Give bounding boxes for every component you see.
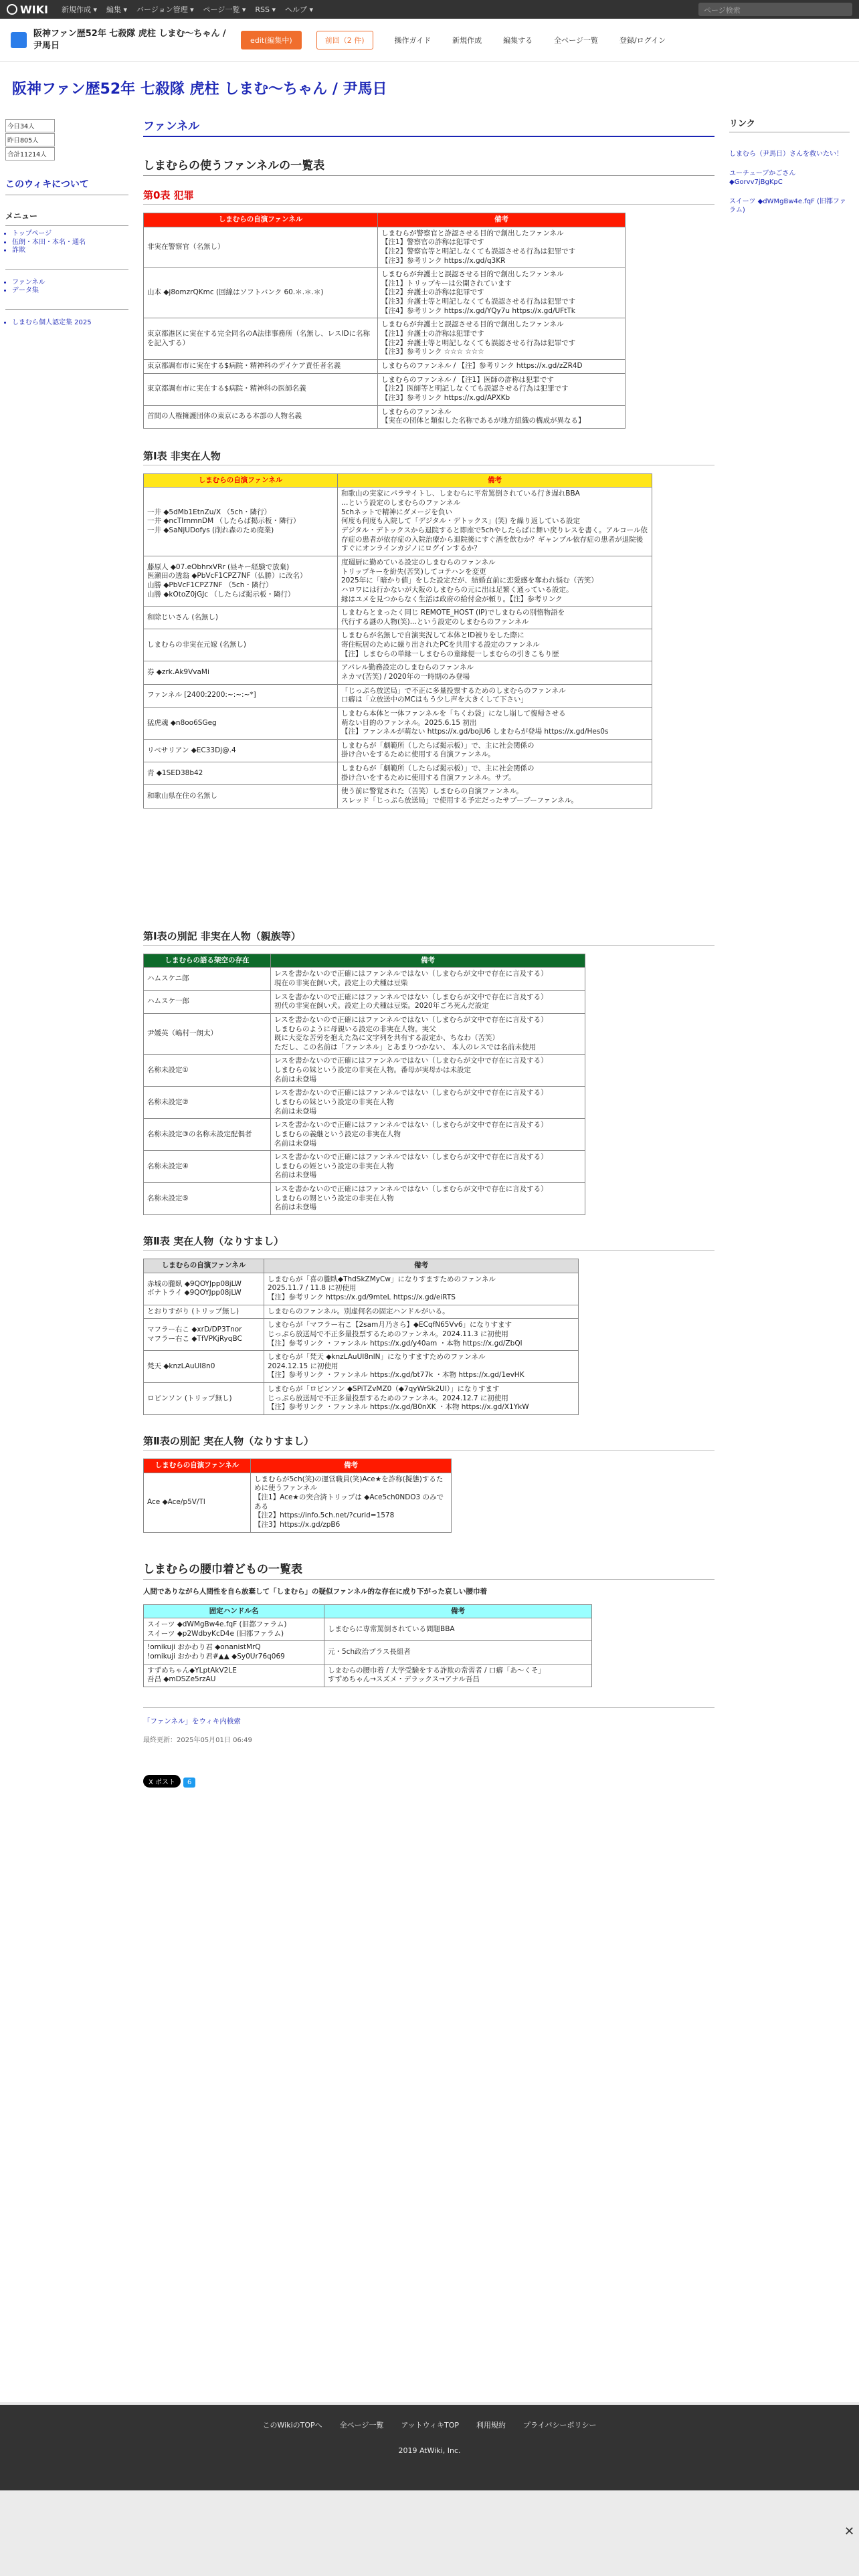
table-row	[144, 1273, 579, 1305]
table-cell: 赤城の朧臥 ◆9QOYJpp08jLW ボナトライ ◆9QOYJpp08jLW	[144, 1273, 264, 1305]
table-cell: 名称未設定②	[144, 1087, 271, 1119]
edit-button[interactable]: edit(編集中)	[241, 31, 302, 49]
last-updated: 最終更新：2025年05月01日 06:49	[143, 1736, 252, 1744]
table-row	[144, 1473, 452, 1532]
table-cell: ファンネル [2400:2200:~:~:~*]	[144, 684, 338, 707]
table-cell: マフラー右こ ◆xrD/DP3Tnor マフラー右こ ◆TfVPKjRyqBC	[144, 1319, 264, 1351]
table-row	[144, 1641, 592, 1664]
table-cell: レスを書かないので正確にはファンネルではない（しまむらが文中で存在に言及する） 現在の非実在飼い犬。設定上の犬種は豆柴	[271, 968, 585, 990]
table-cell: しまむらのファンネル。別虚何名の固定ハンドルがいる。	[264, 1305, 579, 1319]
column-header: しまむらの語る架空の存在	[144, 954, 271, 968]
column-header: しまむらの自演ファンネル	[144, 213, 378, 227]
table1-heading: 第Ⅰ表 非実在人物	[143, 449, 714, 465]
table-row	[144, 1319, 579, 1351]
kin-note: 人間でありながら人間性を自ら放棄して「しまむら」の疑似ファンネル的な存在に成り下がった哀しい腰巾着	[143, 1587, 487, 1596]
table-header-row	[144, 213, 626, 227]
column-header: 備考	[251, 1459, 452, 1473]
menu-heading: メニュー	[5, 195, 128, 226]
table-row	[144, 707, 652, 739]
nav-new[interactable]: 新規作成 ▾	[61, 5, 97, 14]
table-cell: 山本 ◆j8omzrQKmc (回線はソフトバンク 60.＊.＊.＊)	[144, 268, 378, 318]
column-header: 備考	[264, 1259, 579, 1273]
footer-link[interactable]: 全ページ一覧	[339, 2421, 384, 2430]
table-row	[144, 739, 652, 762]
table-cell: Ace ◆Ace/p5V/Tl	[144, 1473, 251, 1532]
column-header: 固定ハンドル名	[144, 1604, 324, 1618]
table-row	[144, 968, 585, 990]
right-link[interactable]: ユーチューブかごさん ◆Gorvv7jBgKpC	[729, 170, 796, 186]
table-row	[144, 785, 652, 808]
table-cell: 名称未設定①	[144, 1055, 271, 1087]
table-row	[144, 227, 626, 268]
kin-heading: しまむらの腰巾着どもの一覧表	[143, 1560, 714, 1580]
menu-list-3	[5, 309, 128, 328]
section-heading: ファンネル	[143, 116, 714, 137]
table-cell: しまむらのファンネル / 【注1】医師の詐称は犯罪です 【注2】医師等と明記しなくても誤認させる行為は犯罪です 【注3】参考リンク https://x.gd/APXKb	[378, 373, 626, 405]
table-cell: しまむらが「劇範所（したらば掲示板）」で、主に社会関係の 掛け合いをするために使用する自演ファンネル。サブ。	[338, 762, 652, 785]
wiki-header	[0, 19, 859, 62]
table-cell: しまむらのファンネル 【実在の団体と類似した名称であるが地方組織の構成が異なる】	[378, 405, 626, 428]
table-cell: ハムスケ一郎	[144, 990, 271, 1013]
table-row	[144, 1351, 579, 1383]
page-body	[0, 62, 859, 2402]
table-cell: 名称未設定⑤	[144, 1183, 271, 1215]
counter-yesterday: 昨日805人	[5, 133, 55, 146]
atwiki-logo[interactable]: WIKI	[7, 3, 48, 16]
table-2b	[143, 1459, 452, 1532]
table-cell: レスを書かないので正確にはファンネルではない（しまむらが文中で存在に言及する） しまむらのように母親いる設定の非実在人物。実父 既に大変な苦労を抱えた為に文字列を共有する設定か、ちなわ（苦笑） ただし、この名前は「ファンネル」とあまりつかない、 本人のレスでは名前未使用	[271, 1013, 585, 1055]
left-sidebar	[5, 119, 128, 327]
menu-item[interactable]: • トップページ	[12, 230, 128, 239]
table-row	[144, 268, 626, 318]
table-cell: ハムスケニ郎	[144, 968, 271, 990]
table-cell: しまむらの腰巾着 / 大学受験をする詐欺の常習者 / 口癖「あ〜くそ」 すずめちゃん→スズメ・デラックス→アナル吾昌	[324, 1664, 592, 1687]
top-bar	[0, 0, 859, 19]
table-row	[144, 359, 626, 373]
table-kin	[143, 1604, 592, 1687]
table-row	[144, 488, 652, 556]
table-cell: しまむらが5ch(笑)の運営職員(笑)Ace★を詐称(擬態)するために使うファンネル 【注1】Ace★の突合済トリップは ◆Ace5ch0NDO3 のみである 【注2】https://info.5ch.net/?curid=1578 【注3】https://x.gd/zpB6	[251, 1473, 452, 1532]
table0-heading: 第0表 犯罪	[143, 188, 714, 205]
table-cell: 度週厨に勤めている設定のしまむらのファンネル トリップキーを紛失(苦笑)してコテハンを変更 2025年に「暗かり値」をした設定だが、結婚直前に恋愛感を奪われ悩む（苦笑） ハロワには行かないが大阪のしまむらの元に出は足繁く通っている設定。 縁はユメを見つからなく生活は政府の給付金が頼り。【注】参考リンク	[338, 556, 652, 606]
table-cell: しまむらが「劇範所（したらば掲示板）」で、主に社会関係の 掛け合いをするために使用する自演ファンネル。	[338, 739, 652, 762]
table-cell: 元・5ch政治ブラス長組者	[324, 1641, 592, 1664]
nav-help[interactable]: ヘルプ ▾	[285, 5, 314, 14]
table-cell: 梵天 ◆knzLAuUI8n0	[144, 1351, 264, 1383]
edit-link[interactable]: 編集する	[503, 35, 533, 45]
counter-today: 今日34人	[5, 119, 55, 132]
table2-heading: 第Ⅱ表 実在人物（なりすまし）	[143, 1234, 714, 1251]
table-cell: しまむらが「マフラー右こ【2sam月乃さら】◆ECqfN65Vv6」になりすます じっぷら放送局で不正多量投票するためのファンネル。2024.11.3 に初使用 【注】参考リンク ・ファンネル https://x.gd/y40am ・本物 https://x.gd/ZbQl	[264, 1319, 579, 1351]
table-row	[144, 1087, 585, 1119]
table-cell: しまむらが弁護士と誤認させる目的で創出したファンネル 【注1】弁護士の詐称は犯罪です 【注2】弁護士等と明記しなくても誤認させる行為は犯罪です 【注3】参考リンク ☆☆☆ ☆☆☆	[378, 318, 626, 360]
all-pages-link[interactable]: 全ページ一覧	[554, 35, 598, 45]
table-cell: 一井 ◆5dMb1EtnZu/X （5ch・隣行） 一井 ◆ncTIrnmnDM （したらば掲示板・隣行） 一井 ◆SaNjUDofys (削れ森のため廃業)	[144, 488, 338, 556]
table-0	[143, 213, 626, 429]
table-cell: 藤原人 ◆07.eObhrxVRr (昼キー経験で放棄) 医瀬田の透翁 ◆PbVcF1CPZ7NF（仏勝）に改名） 山勝 ◆PbVcF1CPZ7NF （5ch・隣行） 山勝 ◆kOtoZ0jGJc （したらば掲示板・隣行）	[144, 556, 338, 606]
menu-item[interactable]: • しまむら個人認定集 2025	[12, 319, 128, 328]
related-search-link[interactable]: 「ファンネル」をウィキ内検索	[143, 1707, 714, 1726]
table-row	[144, 405, 626, 428]
table-cell: 券 ◆zrk.Ak9VvaMi	[144, 661, 338, 684]
table-cell: しまむらが名無しで自演実況して本体とID被りをした際に 寄住転居のために繰り出されたPCを共用する設定のファンネル 【注】しまむらの単縁一しまむらの童縁便一しまむらの引きこもり歴	[338, 629, 652, 661]
table-cell: しまむらとまったく同じ REMOTE_HOST (IP)でしまむらの別惰物語を 代行する謎の人物(笑)...という設定のしまむらのファンネル	[338, 607, 652, 629]
menu-item[interactable]: • データ集	[12, 287, 128, 296]
login-link[interactable]: 登録/ログイン	[619, 35, 666, 45]
table-row	[144, 1151, 585, 1183]
table-cell: 東京都調布市に実在する$病院・精神科の医師名義	[144, 373, 378, 405]
table-cell: 首間の人権擁護団体の東京にある本部の人物名義	[144, 405, 378, 428]
table-cell: 猛虎魂 ◆n8oo6SGeg	[144, 707, 338, 739]
links-heading: リンク	[729, 116, 850, 132]
table-row	[144, 1664, 592, 1687]
table-row	[144, 1013, 585, 1055]
table-row	[144, 1183, 585, 1215]
table-cell: 「じっぷら放送局」で不正に多量投票するためのしまむらのファンネル 口癖は「立放送中のMCはもう少し声を大きくして下さい」	[338, 684, 652, 707]
table-cell: すずめちゃん◆YLptAkV2LE 吾昌 ◆mDSZe5rzAU	[144, 1664, 324, 1687]
search-input[interactable]: ページ検索	[698, 3, 852, 16]
table-header-row	[144, 473, 652, 488]
table-cell: ロビンソン (トリップ無し)	[144, 1383, 264, 1415]
table-header-row	[144, 1259, 579, 1273]
table-cell: リベサリアン ◆EC33Dj@.4	[144, 739, 338, 762]
column-header: 備考	[378, 213, 626, 227]
table-cell: レスを書かないので正確にはファンネルではない（しまむらが文中で存在に言及する） 初代の非実在飼い犬。設定上の犬種は豆柴。2020年ごろ死んだ設定	[271, 990, 585, 1013]
wiki-icon	[11, 32, 27, 48]
footer-link[interactable]: プライバシーポリシー	[523, 2421, 597, 2430]
table-row	[144, 629, 652, 661]
column-header: 備考	[324, 1604, 592, 1618]
table-header-row	[144, 1459, 452, 1473]
menu-item[interactable]: • ファンネル	[12, 279, 128, 288]
x-post-button[interactable]: X ポスト	[143, 1775, 181, 1788]
footer	[0, 2405, 859, 2490]
table-header-row	[144, 954, 585, 968]
table-row	[144, 607, 652, 629]
footer-link[interactable]: アットウィキTOP	[401, 2421, 460, 2430]
main-content	[143, 116, 714, 1788]
right-sidebar	[729, 116, 850, 215]
close-icon[interactable]: ✕	[844, 2525, 855, 2539]
table-cell: 東京都調布市に実在する$病院・精神科のデイケア責任者名義	[144, 359, 378, 373]
table-row	[144, 1305, 579, 1319]
table-cell: レスを書かないので正確にはファンネルではない（しまむらが文中で存在に言及する） しまむらの甥という設定の非実在人物 名前は未登場	[271, 1183, 585, 1215]
column-header: 備考	[271, 954, 585, 968]
table-row	[144, 318, 626, 360]
table2b-heading: 第Ⅱ表の別記 実在人物（なりすまし）	[143, 1434, 714, 1451]
table-row	[144, 1119, 585, 1151]
table-cell: しまむらに専常罵倒されている問題BBA	[324, 1618, 592, 1641]
table-1	[143, 473, 652, 809]
nav-version[interactable]: バージョン管理 ▾	[136, 5, 194, 14]
table-row	[144, 661, 652, 684]
column-header: 備考	[338, 473, 652, 488]
table-row	[144, 1618, 592, 1641]
share-bar	[143, 1775, 714, 1788]
footer-link[interactable]: 利用規約	[476, 2421, 506, 2430]
list-heading: しまむらの使うファンネルの一覧表	[143, 156, 714, 176]
footer-link[interactable]: このWikiのTOPへ	[262, 2421, 322, 2430]
wiki-name[interactable]: 阪神ファン歴52年 七殺隊 虎柱 しまむ〜ちゃん / 尹馬日	[33, 28, 226, 51]
wiki-about-heading[interactable]: このウィキについて	[5, 161, 128, 195]
table-cell: レスを書かないので正確にはファンネルではない（しまむらが文中で存在に言及する） しまむらの義継という設定の非実在人物 名前は未登場	[271, 1119, 585, 1151]
table-2	[143, 1259, 579, 1415]
table-row	[144, 762, 652, 785]
menu-list	[5, 226, 128, 255]
table-cell: しまむらのファンネル / 【注】参考リンク https://x.gd/zZR4D	[378, 359, 626, 373]
table-cell: 青 ◆1SED38b42	[144, 762, 338, 785]
table-row	[144, 556, 652, 606]
column-header: しまむらの自演ファンネル	[144, 1259, 264, 1273]
table-cell: しまむらが「喜の朧臥◆ThdSkZMyCw」になりすますためのファンネル 2025.11.7 / 11.8 に初使用 【注】参考リンク https://x.gd/9mteL https://x.gd/eiRTS	[264, 1273, 579, 1305]
table-cell: 東京都港区に実在する完全同名のA法律事務所（名無し、レスIDに名称を記入する）	[144, 318, 378, 360]
menu-item[interactable]: • 伍朗・本田・本名・通名	[12, 239, 128, 247]
table-row	[144, 373, 626, 405]
table-cell: 非実在警察官（名無し）	[144, 227, 378, 268]
table-cell: しまむらの非実在元嫁 (名無し)	[144, 629, 338, 661]
nav-edit[interactable]: 編集 ▾	[106, 5, 128, 14]
table-row	[144, 990, 585, 1013]
guide-link[interactable]: 操作ガイド	[394, 35, 432, 45]
counter-total: 合計11214人	[5, 147, 55, 160]
menu-item[interactable]: • 詐欺	[12, 247, 128, 255]
table-header-row	[144, 1604, 592, 1618]
table-cell: !omikuji おかわり君 ◆onanistMrQ !omikuji おかわり君#▲▲ ◆Sy0Ur76q069	[144, 1641, 324, 1664]
column-header: しまむらの自演ファンネル	[144, 1459, 251, 1473]
right-link[interactable]: スイーツ ◆dWMgBw4e.fqF (旧都ファラム)	[729, 198, 846, 214]
nav-rss[interactable]: RSS ▾	[255, 5, 276, 14]
table1b-heading: 第Ⅰ表の別記 非実在人物（親族等）	[143, 929, 714, 946]
table-cell: 名称未設定④	[144, 1151, 271, 1183]
facebook-button[interactable]: 6	[183, 1778, 195, 1788]
copyright: 2019 AtWiki, Inc.	[398, 2446, 461, 2455]
table-cell: スイーツ ◆dWMgBw4e.fqF (旧都ファラム) スイーツ ◆p2WdbyKcD4e (旧都ファラム)	[144, 1618, 324, 1641]
table-cell: 和歌山県在住の名無し	[144, 785, 338, 808]
table-cell: しまむらが「ロビンソン ◆SPiTZvMZ0（◆7qyWrSk2Ul）」になりすます じっぷら放送局で不正多量投票するためのファンネル。2024.12.7 に初使用 【注】参考リンク ・ファンネル https://x.gd/B0nXK ・本物 https://x.gd/X1YkW	[264, 1383, 579, 1415]
table-cell: 使う前に警覚された（苦笑）しまむらの自演ファンネル。 スレッド「じっぷら放送局」で使用する予定だったサブーブーファンネル。	[338, 785, 652, 808]
new-link[interactable]: 新規作成	[452, 35, 482, 45]
record-button[interactable]: 前回（2 件)	[316, 31, 373, 49]
table-cell: レスを書かないので正確にはファンネルではない（しまむらが文中で存在に言及する） しまむらの妹という設定の非実在人物。番母が実母かは未設定 名前は未登場	[271, 1055, 585, 1087]
table-cell: とおりすがり (トリップ無し)	[144, 1305, 264, 1319]
table-cell: しまむら本体と一体ファンネルを「ちくわ袋」になし崩して復帰させる 萌ない目的のファンネル。2025.6.15 初出 【注】ファンネルが萌ない https://x.gd/bojU6 しまむらが登場 https://x.gd/Hes0s	[338, 707, 652, 739]
menu-list-2	[5, 269, 128, 296]
table-cell: 和歌山の実家にパラサイトし、しまむらに平常罵倒されている行き遅れBBA …という設定のしまむらのファンネル 5chネットで精神にダメージを負い 何度も何度も入院して「デジタル・デトックス」(笑) を繰り返している設定 デジタル・デトックスから退院すると即座で5chやしたらばに舞い戻りレスを書く。アルコール依存症の患者が依存症の入院治療から退院後にすぐ酒を飲むか？ギャンブル依存症の患者が退院後すぐにオンラインカジノにログインするか？	[338, 488, 652, 556]
table-cell: レスを書かないので正確にはファンネルではない（しまむらが文中で存在に言及する） しまむらの姪という設定の非実在人物 名前は未登場	[271, 1151, 585, 1183]
table-row	[144, 684, 652, 707]
table-row	[144, 1055, 585, 1087]
right-link[interactable]: しまむら（尹馬日）さんを救いたい！	[729, 150, 843, 158]
table-cell: 和除じいさん (名無し)	[144, 607, 338, 629]
table-cell: しまむらが「梵天 ◆knzLAuUI8nlN」になりすますためのファンネル 2024.12.15 に初使用 【注】参考リンク ・ファンネル https://x.gd/bt77k ・本物 https://x.gd/1evHK	[264, 1351, 579, 1383]
table-cell: 尹媛英（嶋村一朗太）	[144, 1013, 271, 1055]
logo-icon	[7, 4, 17, 15]
nav-pages[interactable]: ページ一覧 ▾	[203, 5, 246, 14]
table-row	[144, 1383, 579, 1415]
table-cell: しまむらが弁護士と誤認させる目的で創出したファンネル 【注1】トリップキーは公開されています 【注2】弁護士の詐称は犯罪です 【注3】弁護士等と明記しなくても誤認させる行為は犯罪です 【注4】参考リンク https://x.gd/YQy7u https://x.gd/UFtTk	[378, 268, 626, 318]
table-cell: しまむらが警察官と詐認させる目的で創出したファンネル 【注1】警察官の詐称は犯罪です 【注2】警察官等と明記しなくても誤認させる行為は犯罪です 【注3】参考リンク https://x.gd/q3KR	[378, 227, 626, 268]
table-cell: アパレル勤務設定のしまむらのファンネル ネカマ(苦笑) / 2020年の一時期のみ登場	[338, 661, 652, 684]
table-1b	[143, 954, 585, 1215]
page-title[interactable]: 阪神ファン歴52年 七殺隊 虎柱 しまむ〜ちゃん / 尹馬日	[12, 81, 387, 98]
table-cell: 名称未設定③の名称未設定配偶者	[144, 1119, 271, 1151]
table-cell: レスを書かないので正確にはファンネルではない（しまむらが文中で存在に言及する） しまむらの妹という設定の非実在人物 名前は未登場	[271, 1087, 585, 1119]
column-header: しまむらの自演ファンネル	[144, 473, 338, 488]
spacer	[143, 809, 714, 929]
